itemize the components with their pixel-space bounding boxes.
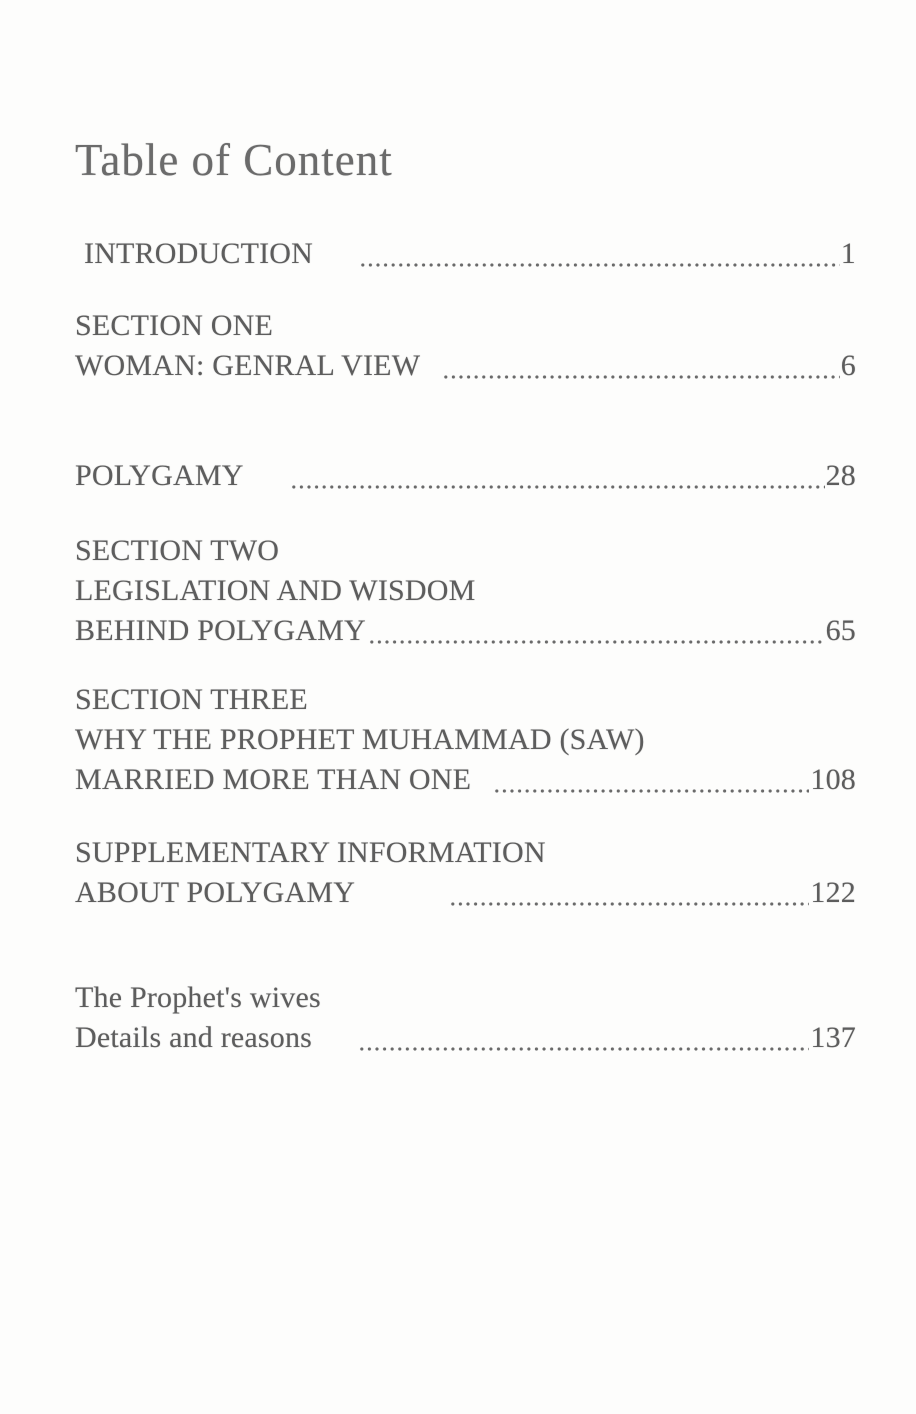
toc-page-number: 6 <box>840 349 856 382</box>
toc-line <box>75 234 856 274</box>
toc-page-number: 108 <box>810 763 856 796</box>
toc-entry-label: SECTION ONE <box>75 309 274 342</box>
dot-leader <box>358 1047 809 1051</box>
toc-entry-label: POLYGAMY <box>75 459 244 492</box>
toc-entry-label: MARRIED MORE THAN ONE <box>75 763 472 796</box>
toc-entry-label: WHY THE PROPHET MUHAMMAD (SAW) <box>75 723 645 756</box>
toc-entry-section-two <box>75 531 856 651</box>
toc-line <box>75 456 856 496</box>
dot-leader <box>290 485 825 489</box>
dot-leader <box>368 640 825 644</box>
toc-line <box>75 680 856 720</box>
toc-entry-label: SECTION THREE <box>75 683 308 716</box>
toc-entry-label: SECTION TWO <box>75 534 280 567</box>
document-page <box>0 134 916 1414</box>
toc-entry-label: INTRODUCTION <box>84 237 314 270</box>
toc-entry-label: ABOUT POLYGAMY <box>75 876 356 909</box>
page-title: Table of Content <box>75 135 393 185</box>
dot-leader <box>359 263 840 267</box>
toc-line <box>75 346 856 386</box>
toc-page-number: 1 <box>840 237 856 270</box>
toc-entry-label: The Prophet's wives <box>75 981 321 1014</box>
toc-entry-section-three <box>75 680 856 800</box>
toc-entry-label: WOMAN: GENRAL VIEW <box>75 349 421 382</box>
toc-line <box>75 611 856 651</box>
dot-leader <box>493 789 809 793</box>
toc-line <box>75 571 856 611</box>
toc-entry-label: BEHIND POLYGAMY <box>75 614 366 647</box>
toc-page-number: 137 <box>810 1021 856 1054</box>
toc-entry-section-one <box>75 306 856 386</box>
toc-line <box>75 531 856 571</box>
dot-leader <box>449 902 809 906</box>
toc-line <box>75 873 856 913</box>
toc-entry-label: SUPPLEMENTARY INFORMATION <box>75 836 546 869</box>
toc-line <box>75 978 856 1018</box>
toc-page-number: 122 <box>810 876 856 909</box>
toc-entry-prophets-wives <box>75 978 856 1058</box>
toc-entry-supplementary <box>75 833 856 913</box>
toc-line <box>75 1018 856 1058</box>
toc-page-number: 28 <box>825 459 856 492</box>
toc-entry-label: LEGISLATION AND WISDOM <box>75 574 476 607</box>
toc-entry-introduction <box>75 234 856 274</box>
dot-leader <box>442 375 840 379</box>
toc-page-number: 65 <box>825 614 856 647</box>
toc-line <box>75 306 856 346</box>
toc-line <box>75 833 856 873</box>
toc-entry-polygamy <box>75 456 856 496</box>
toc-entry-label: Details and reasons <box>75 1021 313 1054</box>
toc-line <box>75 760 856 800</box>
toc-line <box>75 720 856 760</box>
